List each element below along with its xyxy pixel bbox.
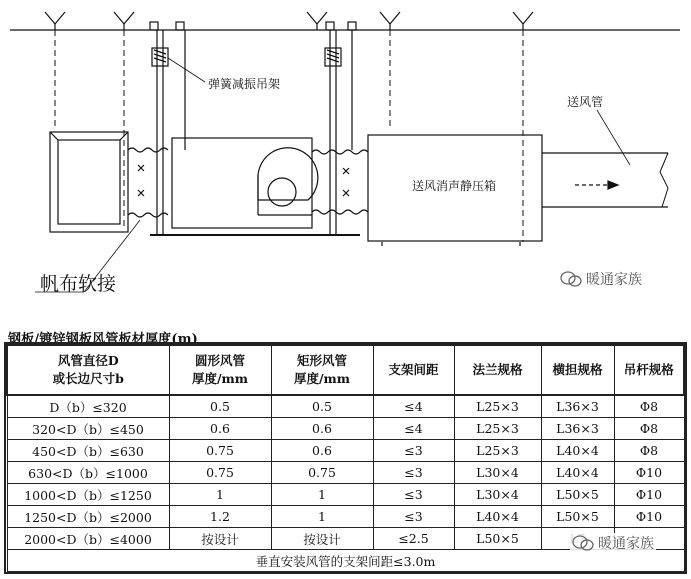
cell-round-thickness: 0.5 [169,395,271,418]
table-row [7,506,684,528]
muffler-label: 送风消声静压箱 [412,179,497,193]
cell-round-thickness: 0.75 [169,462,271,484]
header-round-thickness: 圆形风管 厚度/mm [169,345,271,395]
cell-rod: Φ10 [614,462,684,484]
header-rod: 吊杆规格 [614,345,684,395]
watermark-text: 暖通家族 [586,272,642,288]
header-crossarm: 横担规格 [541,345,614,395]
table-row [7,440,684,462]
cell-support-spacing: ≤4 [373,395,454,418]
table-row [7,484,684,506]
cell-flange: L25×3 [454,440,541,462]
cell-support-spacing: ≤3 [373,484,454,506]
table-title: 钢板/镀锌钢板风管板材厚度(m) [8,332,199,347]
fan-unit [172,138,318,228]
cell-rect-thickness: 1 [271,484,373,506]
cell-size: 1000<D（b）≤1250 [7,484,169,506]
cell-flange: L25×3 [454,395,541,418]
table-header-row [7,345,684,395]
cell-size: 630<D（b）≤1000 [7,462,169,484]
watermark-lower [570,533,656,553]
cell-flange: L30×4 [454,462,541,484]
cell-round-thickness: 1.2 [169,506,271,528]
cell-support-spacing: ≤4 [373,418,454,440]
wechat-logo-icon [572,535,594,551]
ceiling-anchors [45,12,533,30]
spring-hanger-label: 弹簧减振吊架 [208,77,281,91]
table-row [7,462,684,484]
cell-rod: Φ8 [614,395,684,418]
cell-rect-thickness: 按设计 [271,528,373,550]
watermark-text: 暖通家族 [598,536,654,552]
cell-crossarm: L40×4 [541,462,614,484]
cell-support-spacing: ≤2.5 [373,528,454,550]
cell-flange: L50×5 [454,528,541,550]
cell-rect-thickness: 0.5 [271,395,373,418]
cell-flange: L40×4 [454,506,541,528]
cell-rect-thickness: 1 [271,506,373,528]
canvas-joint-label: 帆布软接 [40,273,117,295]
cell-crossarm: L36×3 [541,395,614,418]
cell-flange: L25×3 [454,418,541,440]
supply-duct [542,153,668,207]
cell-crossarm: L50×5 [541,506,614,528]
cell-size: 2000<D（b）≤4000 [7,528,169,550]
hanger-dashed-lines [55,30,523,242]
cell-round-thickness: 0.75 [169,440,271,462]
cell-rod: Φ8 [614,440,684,462]
cell-rod: Φ10 [614,506,684,528]
header-flange: 法兰规格 [454,345,541,395]
cell-size: 1250<D（b）≤2000 [7,506,169,528]
spring-hanger-right [325,30,352,235]
cell-size: 450<D（b）≤630 [7,440,169,462]
cell-rod: Φ10 [614,484,684,506]
cell-crossarm: L50×5 [541,484,614,506]
header-rect-thickness: 矩形风管 厚度/mm [271,345,373,395]
return-air-box [50,132,128,232]
cell-crossarm: L40×4 [541,440,614,462]
cell-rect-thickness: 0.6 [271,440,373,462]
cell-round-thickness: 1 [169,484,271,506]
canvas-joint-right [312,150,368,214]
wechat-logo-icon [560,271,582,287]
cell-rect-thickness: 0.75 [271,462,373,484]
canvas-joint-left [128,148,168,217]
cell-round-thickness: 0.6 [169,418,271,440]
table-body [7,395,684,550]
cell-support-spacing: ≤3 [373,462,454,484]
cell-round-thickness: 按设计 [169,528,271,550]
watermark-upper [560,269,642,289]
cell-rect-thickness: 0.6 [271,418,373,440]
cell-size: D（b）≤320 [7,395,169,418]
cell-crossarm: L36×3 [541,418,614,440]
cell-rod: Φ8 [614,418,684,440]
cell-flange: L30×4 [454,484,541,506]
cell-support-spacing: ≤3 [373,440,454,462]
cell-size: 320<D（b）≤450 [7,418,169,440]
table-row [7,395,684,418]
footer-note: 垂直安装风管的支架间距≤3.0m [7,550,684,572]
table-row [7,418,684,440]
cell-support-spacing: ≤3 [373,506,454,528]
header-support-spacing: 支架间距 [373,345,454,395]
header-size: 风管直径D 或长边尺寸b [7,345,169,395]
supply-duct-label: 送风管 [567,95,604,109]
spring-hanger-left [150,30,360,235]
